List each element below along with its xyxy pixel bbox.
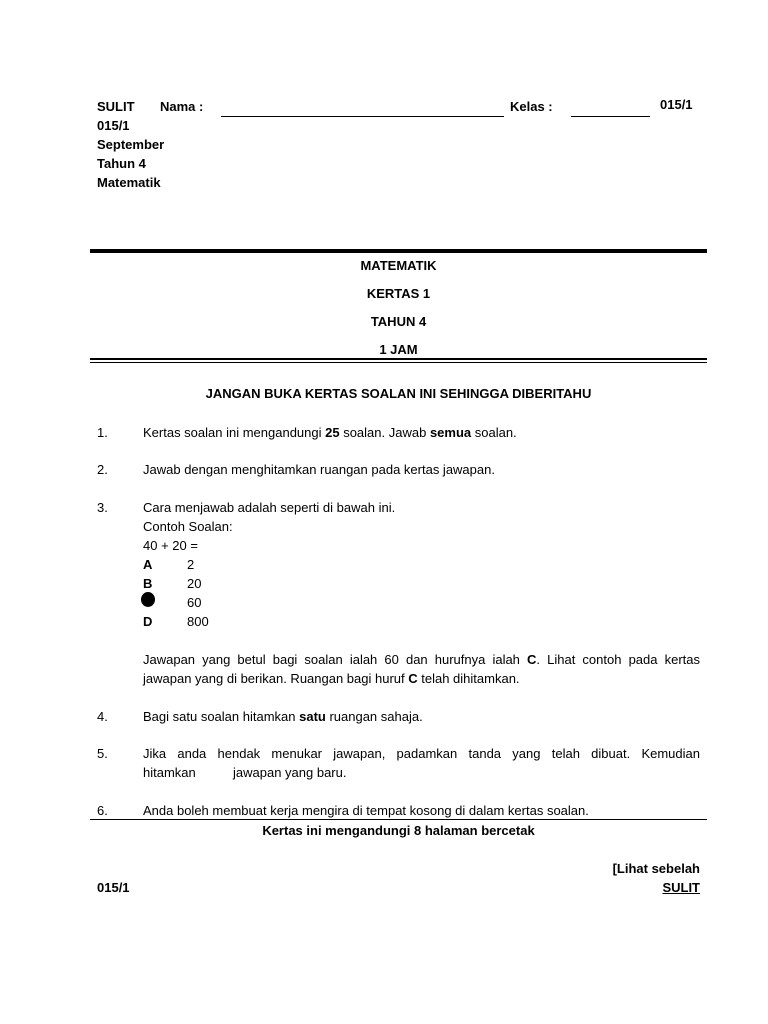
option-a-value: 2 (187, 557, 195, 572)
instruction-3-number: 3. (97, 500, 108, 515)
instruction-5-number: 5. (97, 746, 108, 761)
example-label: Contoh Soalan: (143, 519, 233, 534)
pages-note: Kertas ini mengandungi 8 halaman bercetak (262, 823, 535, 838)
option-c-value: 60 (187, 595, 202, 610)
instruction-4-number: 4. (97, 709, 108, 724)
footer-rule (90, 819, 707, 820)
header-code: 015/1 (97, 118, 130, 133)
instruction-2-text: Jawab dengan menghitamkan ruangan pada kertas jawapan. (143, 462, 495, 477)
title-subject: MATEMATIK (360, 258, 437, 273)
option-d-letter: D (143, 614, 153, 629)
instruction-6-number: 6. (97, 803, 108, 818)
warning-text: JANGAN BUKA KERTAS SOALAN INI SEHINGGA DIBERITAHU (205, 386, 592, 401)
instruction-5-line-1: Jika anda hendak menukar jawapan, padamkan tanda yang telah dibuat. Kemudian (143, 746, 700, 761)
nama-field-line[interactable] (221, 116, 504, 117)
header-month: September (97, 137, 165, 152)
instruction-4-text: Bagi satu soalan hitamkan satu ruangan sahaja. (143, 709, 423, 724)
explanation-line-2: jawapan yang di berikan. Ruangan bagi huruf C telah dihitamkan. (143, 671, 520, 686)
instruction-2-number: 2. (97, 462, 108, 477)
title-rule-top (90, 249, 707, 253)
kelas-label: Kelas : (510, 99, 553, 114)
header-subject: Matematik (97, 175, 161, 190)
code-top-right: 015/1 (660, 97, 693, 112)
title-rule-bottom-2 (90, 362, 707, 363)
instruction-3-text: Cara menjawab adalah seperti di bawah ini. (143, 500, 396, 515)
instruction-6-text: Anda boleh membuat kerja mengira di tempat kosong di dalam kertas soalan. (143, 803, 589, 818)
kelas-field-line[interactable] (571, 116, 650, 117)
see-next-page: [Lihat sebelah (612, 861, 700, 876)
option-c-filled-bubble-icon (141, 592, 155, 607)
header-year: Tahun 4 (97, 156, 146, 171)
example-question: 40 + 20 = (143, 538, 198, 553)
nama-label: Nama : (160, 99, 204, 114)
footer-code: 015/1 (97, 880, 130, 895)
option-b-letter: B (143, 576, 153, 591)
instruction-1-number: 1. (97, 425, 108, 440)
title-rule-bottom-1 (90, 358, 707, 360)
instruction-5-line-2a: hitamkan (143, 765, 196, 780)
title-paper: KERTAS 1 (366, 286, 431, 301)
option-a-letter: A (143, 557, 153, 572)
explanation-line-1: Jawapan yang betul bagi soalan ialah 60 dan hurufnya ialah C. Lihat contoh pada kertas (143, 652, 700, 667)
title-year: TAHUN 4 (370, 314, 427, 329)
instruction-1-text: Kertas soalan ini mengandungi 25 soalan. Jawab semua soalan. (143, 425, 517, 440)
option-d-value: 800 (187, 614, 209, 629)
title-duration: 1 JAM (379, 342, 418, 357)
footer-sulit: SULIT (662, 880, 700, 895)
sulit-label: SULIT (97, 99, 135, 114)
option-b-value: 20 (187, 576, 202, 591)
instruction-5-line-2b: jawapan yang baru. (233, 765, 347, 780)
